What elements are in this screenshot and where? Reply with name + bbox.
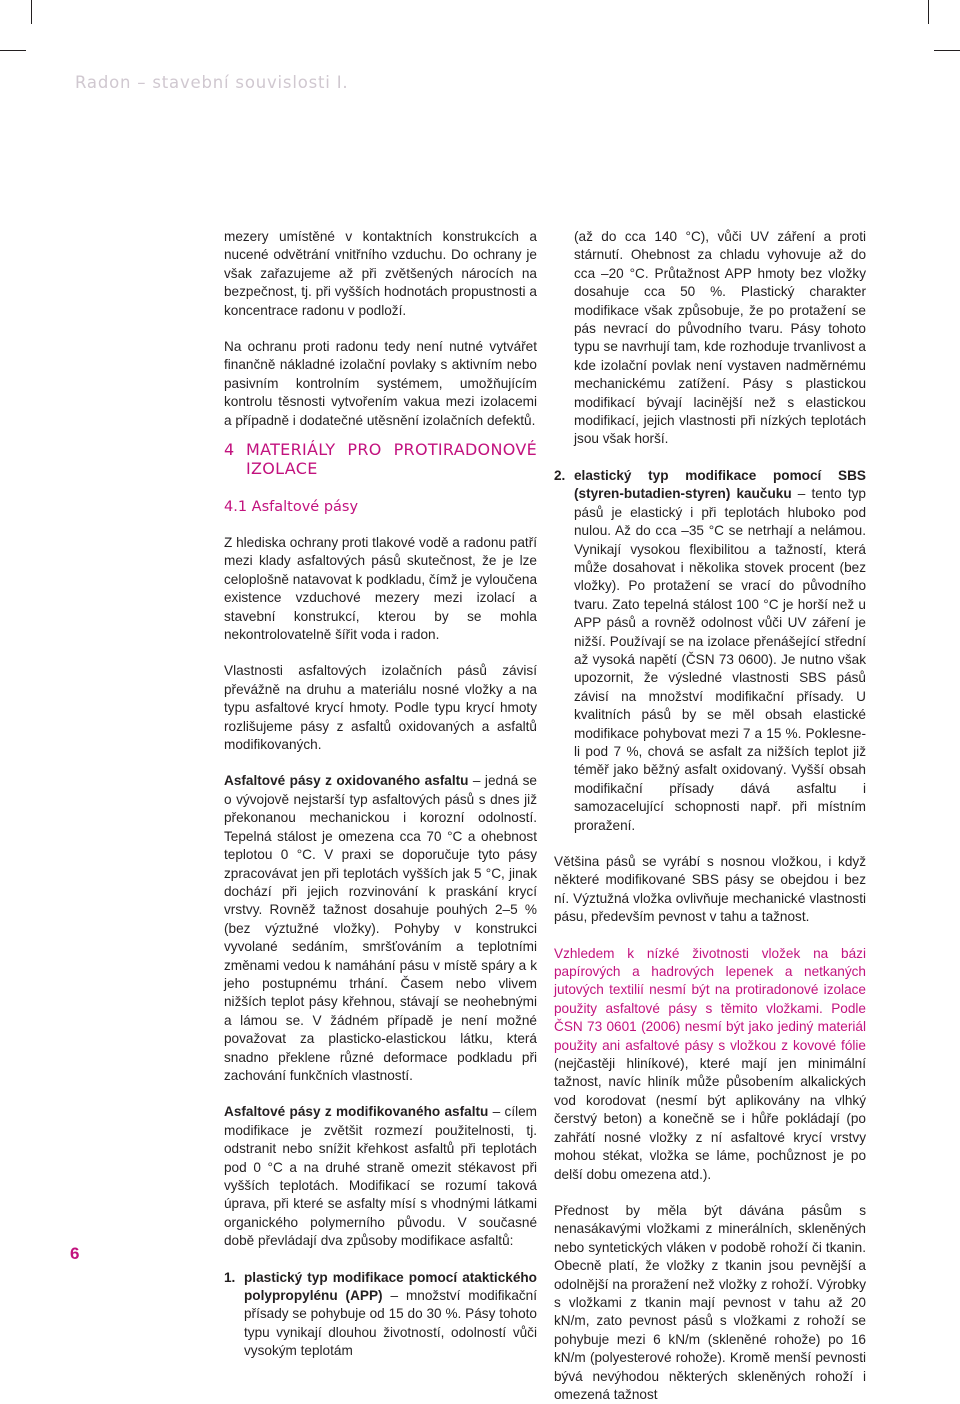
section-heading [224,440,537,478]
term-modified-asphalt: Asfaltové pásy z modifikovaného asfaltu [224,1104,489,1120]
subsection-number: 4.1 [224,499,248,515]
term-oxidized-asphalt: Asfaltové pásy z oxidovaného asfaltu [224,773,469,789]
crop-mark-left [31,0,32,24]
running-header: Radon – stavební souvislosti I. [75,73,349,92]
list-item [224,1269,537,1361]
right-column [554,228,866,1404]
crop-mark-right-horizontal [934,50,960,51]
subsection-heading [224,498,537,516]
subsection-title: Asfaltové pásy [251,499,359,515]
paragraph: Vlastnosti asfaltových izolačních pásů závisí převážně na druhu a materiálu nosné vložky a na typu asfaltové krycí hmoty. Podle typu krycí hmoty rozlišujeme pásy z asfaltů oxidovaných a asfaltů modifikovaných. [224,663,537,753]
list-item-text: elastický typ modifikace pomocí SBS (styren-butadien-styren) kaučuku – tento typ pásů je elastický i při teplotách hluboko pod nulou. Až do cca –35 °C se netrhají a nelámou. Vynikají vysokou flexibilitou a tažností, která může dosahovat i několika stovek procent (bez vložky). Po protažení se vrací do původního tvaru. Zato tepelná stálost 100 °C je horší než u APP pásů a rovněž odolnost vůči UV záření je nižší. Používají se na izolace přenášející střední až vysoká napětí (ČSN 73 0600). Je nutno však upozornit, že výsledné vlastnosti SBS pásů závisí na množství modifikační přísady. U kvalitních pásů by se měl obsah elastické modifikace pohybovat mezi 7 a 15 %. Poklesne-li pod 7 %, chová se asfalt za nižších teplot již téměř jako běžný asfalt oxidovaný. Vyšší obsah modifikační přísady dává asfaltu i samozacelující schopnosti např. při místním proražení. [574,467,866,833]
paragraph: Většina pásů se vyrábí s nosnou vložkou, i když některé modifikované SBS pásy se obejdou i bez ní. Výztužná vložka ovlivňuje mechanické vlastnosti pásu, především pevnost v tahu a tažnost. [554,854,866,925]
paragraph: Na ochranu proti radonu tedy není nutné vytvářet finančně nákladné izolační povlaky s aktivním nebo pasivním kontrolním systémem, umožňujícím kontrolu těsnosti vytvořením vakua mezi izolacemi a případně i dodatečné utěsnění izolačních defektů. [224,339,537,428]
list-number: 1. [224,1269,236,1285]
paragraph-oxidized-asphalt: Asfaltové pásy z oxidovaného asfaltu – jedná se o vývojově nejstarší typ asfaltových pásů s dnes již překonanou mechanickou i korozní odolností. Tepelná stálost je omezena cca 70 °C a ohebnost teplotou 0 °C. V praxi se doporučuje tyto pásy zpracovávat jen při teplotách vyšších jak 5 °C, jinak dochází při jejich rozvinování k praskání krycí vrstvy. Rovněž tažnost dosahuje pouhých 2–5 % (bez výztužné vložky). Pohyby v konstrukci vyvolané sedáním, smršťováním a teplotními změnami vedou k namáhání pásu v místě spáry a k jeho postupnému trhání. Časem nebo vlivem nižších teplot pásy křehnou, stávají se neohebnými a lámou se. V žádném případě je není možné považovat za plasticko-elastickou látku, která snadno překlene různé deformace podkladu při zachování funkčních vlastností. [224,773,537,1083]
paragraph: Přednost by měla být dávána pásům s nenasákavými vložkami z minerálních, skleněných nebo syntetických vláken v podobě rohoží či tkanin. Obecně platí, že vložky z tkanin jsou pevnější a odolnější na proražení než vložky z rohoží. Výrobky s vložkami z tkanin mají pevnost v tahu až 20 kN/m, zato pevnost pásů s vložkami z rohoží se pohybuje mezi 6 kN/m (skleněné rohože) po 16 kN/m (polyesterové rohože). Kromě menší pevnosti bývá nevýhodou některých skleněných rohoží i omezená tažnost [554,1202,866,1402]
left-column [224,440,537,1361]
crop-mark-left-horizontal [0,50,26,51]
highlighted-text: Vzhledem k nízké životnosti vložek na bázi papírových a hadrových lepenek a netkaných jutových textilií nesmí být na protiradonové izolace použity asfaltové pásy s těmito vložkami. Podle ČSN 73 0601 (2006) nesmí být jako jediný materiál použity ani asfaltové pásy s vložkou z kovové fólie [554,945,866,1053]
list-item-text: plastický typ modifikace pomocí ataktického polypropylénu (APP) – množství modifikační přísady se pohybuje od 15 do 30 %. Pásy tohoto typu vynikají dlouhou životností, odolností vůči vysokým teplotám [244,1269,538,1359]
left-column-top [224,228,537,430]
paragraph-continuation: (až do cca 140 °C), vůči UV záření a proti stárnutí. Ohebnost za chladu vyhovuje až do cca –20 °C. Průtažnost APP hmoty bez vložky dosahuje cca 50 %. Plastický charakter modifikace však způsobuje, že po protažení se pás nevrací do původního tvaru. Pásy tohoto typu se navrhují tam, kde rozhoduje trvanlivost a kde izolační povlak není vystaven nadměrnému mechanickému zatížení. Pásy s plastickou modifikací bývají lacinější než s elastickou modifikací, jejich vlastnosti při nízkých teplotách jsou však horší. [574,229,866,447]
paragraph: mezery umístěné v kontaktních konstrukcích a nucené odvětrání vnitřního vzduchu. Do ochrany je však zařazujeme až při zvětšených nárocích na bezpečnost, tj. při vyšších hodnotách propustnosti a koncentrace radonu v podloží. [224,229,537,318]
section-title: MATERIÁLY PRO PROTIRADONOVÉ IZOLACE [246,440,537,478]
section-number: 4 [224,440,235,459]
paragraph-highlighted: Vzhledem k nízké životnosti vložek na bázi papírových a hadrových lepenek a netkaných jutových textilií nesmí být na protiradonové izolace použity asfaltové pásy s těmito vložkami. Podle ČSN 73 0601 (2006) nesmí být jako jediný materiál použity ani asfaltové pásy s vložkou z kovové fólie (nejčastěji hliníkové), které mají jen minimální tažnost, navíc hliník může působením alkalických vod korodovat (nesmí být aplikovány na vlhký čerstvý beton) a konečně se i hůře pokládají (po zahřátí nosné vložky z ní asfaltové krycí vrstvy mohou stékat, vložka se láme, pochůznost je po delší dobu omezena atd.). [554,945,866,1182]
paragraph-modified-asphalt: Asfaltové pásy z modifikovaného asfaltu – cílem modifikace je zvětšit rozmezí použitelnosti, tj. odstranit nebo snížit křehkost asfaltů při teplotách pod 0 °C a na druhé straně omezit stékavost při vyšších teplotách. Modifikací se rozumí taková úprava, při které se asfalty mísí s vhodnými látkami organického polymerního původu. V současné době převládají dva způsoby modifikace asfaltů: [224,1104,537,1249]
paragraph: Z hlediska ochrany proti tlakové vodě a radonu patří mezi klady asfaltových pásů skutečnost, že je lze celoplošně natavovat k podkladu, čímž je vyloučena existence vzduchové mezery mezi izolací a stavební konstrukcí, kterou by se mohla nekontrolovatelně šířit voda i radon. [224,535,537,643]
page-number: 6 [70,1244,80,1263]
list-number: 2. [554,467,566,483]
list-item [554,467,866,835]
crop-mark-right [928,0,929,24]
